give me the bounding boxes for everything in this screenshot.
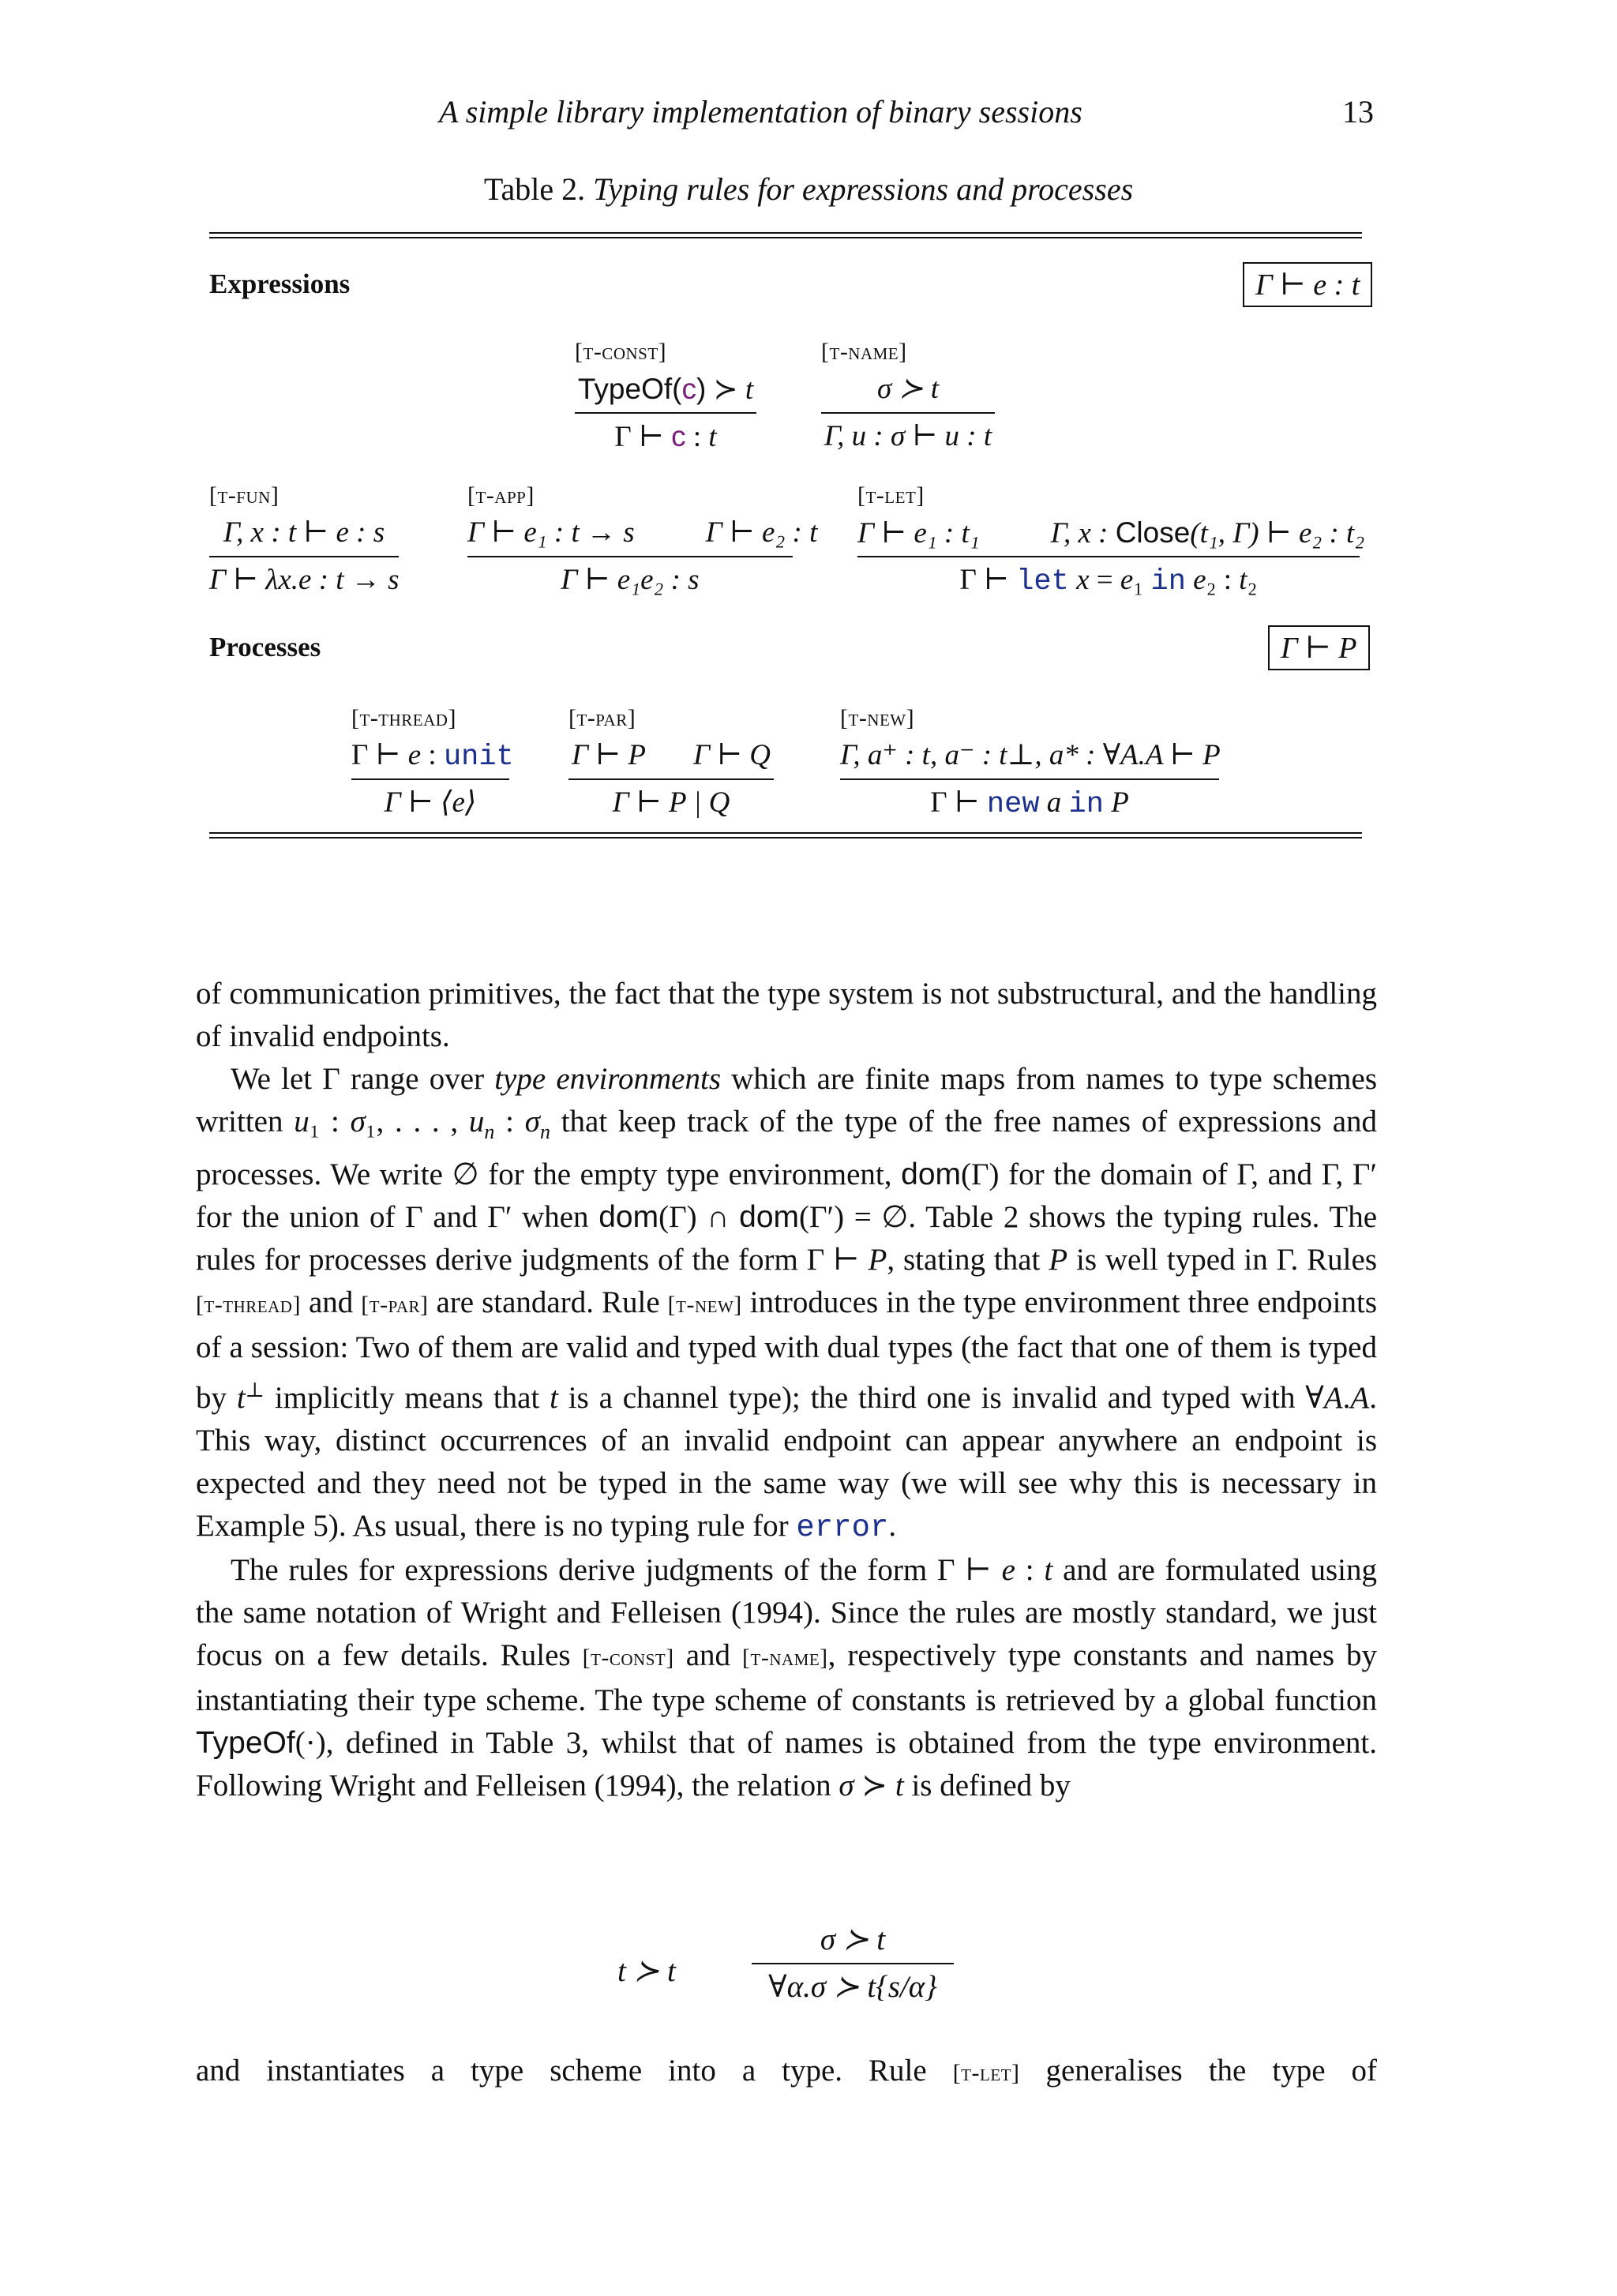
table-caption-text: Typing rules for expressions and processes — [593, 171, 1134, 207]
rule-name: [t-let] — [857, 482, 925, 508]
rule-t-thread — [351, 701, 514, 823]
rule-conclusion: Γ ⊢ new a in P — [930, 786, 1129, 821]
rule-conclusion: Γ ⊢ let x = e₁ in e₂ : t₂ — [959, 564, 1258, 598]
rule-premise-2: Γ ⊢ Q — [692, 739, 771, 771]
inference-bar — [351, 778, 509, 780]
rule-premise: TypeOf(c) ≻ t — [577, 373, 754, 406]
inference-bar — [575, 412, 756, 414]
instantiation-axiom: t ≻ t — [617, 1954, 676, 1988]
rule-premise-1: Γ ⊢ P — [571, 739, 646, 771]
inference-bar — [568, 778, 774, 780]
body-text — [196, 973, 1377, 1807]
rule-conclusion: Γ, u : σ ⊢ u : t — [824, 420, 992, 452]
rule-name: [t-const] — [575, 339, 667, 365]
rule-premise-2: Γ ⊢ e₂ : t — [705, 516, 818, 549]
table-caption-label: Table 2. — [483, 171, 586, 207]
table-caption — [0, 171, 1617, 208]
running-head: A simple library implementation of binary sessions — [439, 94, 1082, 129]
expressions-heading: Expressions — [209, 268, 351, 299]
rule-premise: Γ ⊢ e : unit — [351, 739, 514, 774]
rule-t-name — [821, 335, 995, 456]
rule-t-const — [575, 335, 756, 456]
rule-t-app — [467, 478, 818, 600]
rule-conclusion: ∀α.σ ≻ t{s/α} — [768, 1970, 937, 2004]
table-bottom-rule — [209, 832, 1362, 838]
instantiation-rule — [752, 1920, 954, 2007]
rule-conclusion: Γ ⊢ λx.e : t → s — [209, 564, 400, 596]
rule-premise: Γ, a⁺ : t, a⁻ : t⊥, a* : ∀A.A ⊢ P — [840, 739, 1221, 771]
paragraph-4: and instantiates a type scheme into a type. Rule [t-let] generalises the type of — [196, 2054, 1377, 2088]
rule-premise: Γ, x : t ⊢ e : s — [223, 516, 385, 549]
rule-name: [t-name] — [821, 339, 907, 365]
rule-conclusion: Γ ⊢ e₁e₂ : s — [561, 564, 700, 596]
instantiation-relation-display — [0, 1920, 1617, 2031]
rule-premises — [568, 736, 774, 775]
rule-t-par — [568, 701, 774, 823]
rule-premises — [467, 513, 818, 553]
rule-name: [t-new] — [840, 705, 915, 731]
inference-bar — [467, 556, 793, 557]
inference-bar — [840, 778, 1219, 780]
rule-premise: σ ≻ t — [876, 373, 940, 405]
table-top-rule — [209, 232, 1362, 238]
inference-bar — [821, 412, 995, 414]
rule-premise: σ ≻ t — [820, 1923, 886, 1956]
rule-premises — [857, 513, 1365, 553]
rule-name: [t-app] — [467, 482, 535, 508]
rule-name: [t-thread] — [351, 705, 456, 731]
body-text-continued — [196, 2050, 1377, 2095]
processes-judgment-box: Γ ⊢ P — [1268, 625, 1370, 670]
rule-premise-1: Γ ⊢ e₁ : t₁ — [857, 517, 980, 550]
paragraph-1: of communication primitives, the fact that the type system is not substructural, and the handling of invalid endpoints. — [196, 977, 1377, 1053]
rule-conclusion: Γ ⊢ ⟨e⟩ — [384, 786, 477, 819]
paragraph-3: The rules for expressions derive judgments of the form Γ ⊢ e : t and are formulated using the same notation of Wright and Felleisen (1994). Since the rules are mostly standard, we just focus on a few details. Rules [t-const] and [t-name], respectively type constants and names by instantiating their type scheme. The type scheme of constants is retrieved by a global function TypeOf(·), defined in Table 3, whilst that of names is obtained from the type environment. Following Wright and Felleisen (1994), the relation σ ≻ t is defined by — [196, 1552, 1377, 1803]
rule-premise-2: Γ, x : Close(t₁, Γ) ⊢ e₂ : t₂ — [1050, 516, 1365, 550]
rule-t-fun — [209, 478, 399, 600]
inference-bar — [209, 556, 399, 557]
rule-name: [t-par] — [568, 705, 636, 731]
paragraph-2: We let Γ range over type environments which are finite maps from names to type schemes written u₁ : σ₁, . . . , $u_n$ : $\sigma_n$ that keep track of the type of the free names of expressions and processes. We write ∅ for the empty type environment, dom(Γ) for the domain of Γ, and Γ, Γ′ for the union of Γ and Γ′ when dom(Γ) ∩ dom(Γ′) = ∅. Table 2 shows the typing rules. The rules for processes derive judgments of the form Γ ⊢ P, stating that P is well typed in Γ. Rules [t-thread] and [t-par] are standard. Rule [t-new] introduces in the type environment three endpoints of a session: Two of them are valid and typed with dual types (the fact that one of them is typed by t⊥ implicitly means that t is a channel type); the third one is invalid and typed with ∀A.A. This way, distinct occurrences of an invalid endpoint can appear anywhere an endpoint is expected and they need not be typed in the same way (we will see why this is necessary in Example 5). As usual, there is no typing rule for error. — [196, 1062, 1378, 1545]
rule-t-let — [857, 478, 1365, 600]
expressions-judgment-box: Γ ⊢ e : t — [1243, 262, 1372, 307]
processes-heading: Processes — [209, 632, 321, 662]
rule-t-new — [840, 701, 1219, 823]
page-number: 13 — [1342, 94, 1374, 129]
rule-premise-1: Γ ⊢ e₁ : t → s — [467, 516, 635, 549]
rule-name: [t-fun] — [209, 482, 280, 508]
inference-bar — [752, 1963, 954, 1964]
inference-bar — [857, 556, 1360, 557]
rule-conclusion: Γ ⊢ P | Q — [612, 786, 730, 819]
rule-conclusion: Γ ⊢ c : t — [614, 420, 717, 453]
